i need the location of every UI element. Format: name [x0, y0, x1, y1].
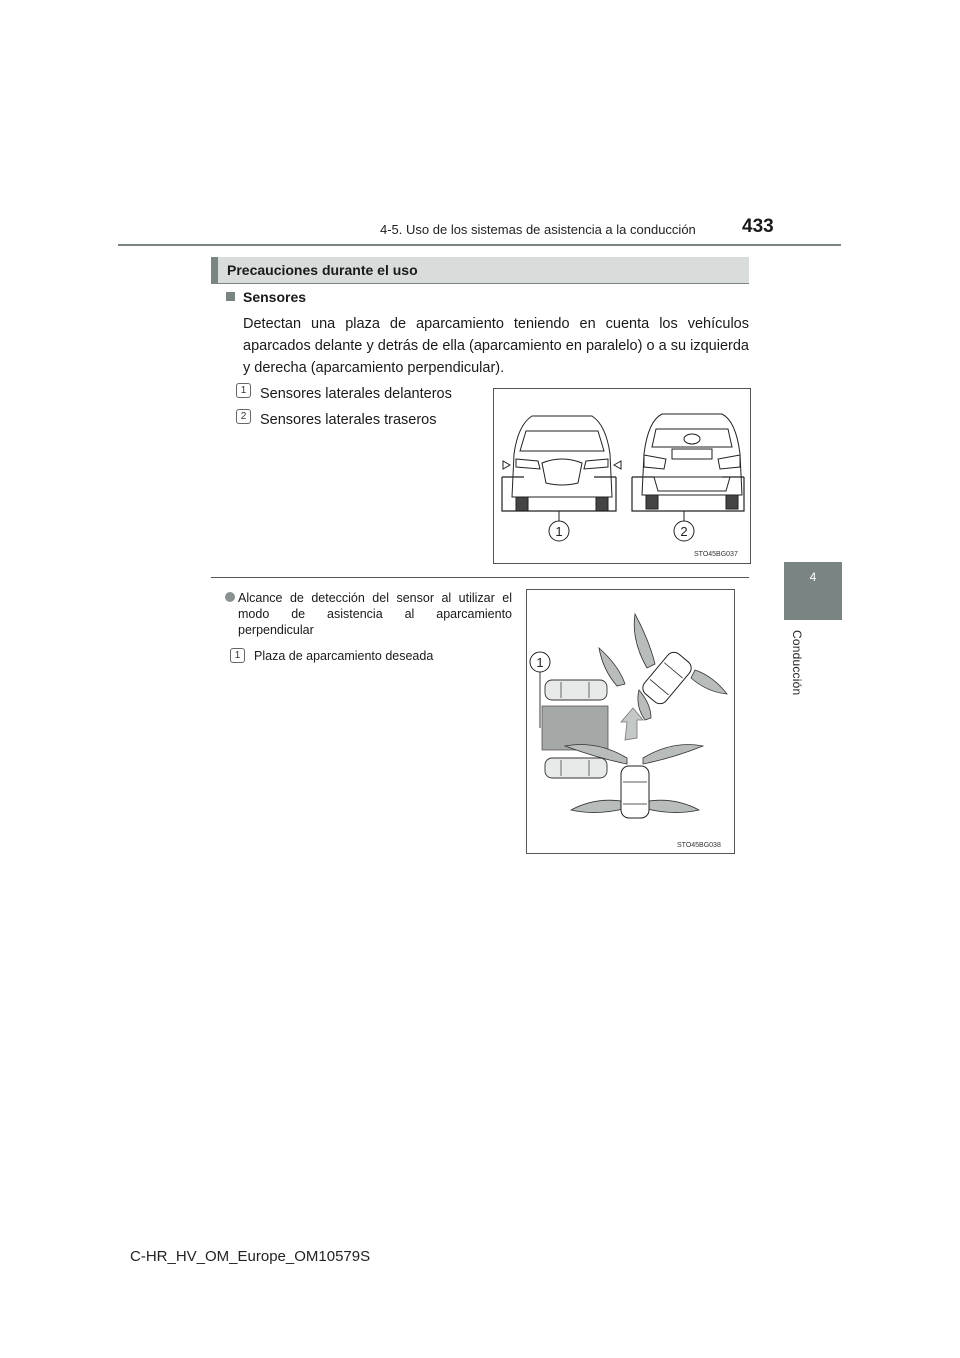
section-divider [211, 577, 749, 578]
figure-callout-label: 1 [555, 524, 563, 539]
chapter-tab-label: Conducción [790, 630, 804, 696]
bullet-icon [225, 592, 235, 602]
sensors-paragraph: Detectan una plaza de aparcamiento teniendo en cuenta los vehículos aparcados delante y detrás de ella (aparcamiento en paralelo) o a su izquierda y derecha (aparcamiento perpendicular). [243, 316, 749, 376]
chapter-tab-number: 4 [809, 570, 817, 584]
direction-arrow-icon [621, 708, 643, 740]
figure-perpendicular-detection [526, 589, 735, 854]
section-heading-title: Precauciones durante el uso [227, 262, 418, 278]
callout-number-badge: 2 [236, 409, 251, 424]
parked-car-lower [545, 758, 607, 778]
callout-number-badge: 1 [236, 383, 251, 398]
sensor-lobe [571, 800, 627, 812]
sensor-lobe [691, 670, 727, 694]
legend-item-label: Plaza de aparcamiento deseada [254, 649, 434, 663]
figure-callout-label: 2 [680, 524, 688, 539]
figure-front-rear-sensors [493, 388, 751, 564]
footer-document-id: C-HR_HV_OM_Europe_OM10579S [130, 1248, 371, 1265]
detection-range-text: Alcance de detección del sensor al utilizar el modo de asistencia al aparcamiento perpendicular [238, 591, 512, 637]
parking-detection-illustration [527, 590, 734, 853]
section-heading-accent [211, 257, 218, 283]
callout-number-badge: 1 [230, 648, 245, 663]
front-windshield [520, 431, 604, 451]
header-rule [118, 244, 841, 246]
section-heading-bar [211, 257, 749, 284]
running-header-section-title: 4-5. Uso de los sistemas de asistencia a la conducción [380, 222, 696, 237]
rear-car-body [642, 414, 742, 495]
page-number: 433 [742, 216, 774, 237]
own-car-lower [621, 766, 649, 818]
sensor-lobe [643, 800, 699, 812]
legend-item-label: Sensores laterales traseros [260, 412, 437, 428]
figure-code: STO45BG038 [677, 842, 721, 849]
parked-car-upper [545, 680, 607, 700]
square-bullet-icon [226, 292, 235, 301]
legend-item [230, 648, 480, 666]
legend-item-label: Sensores laterales delanteros [260, 386, 452, 402]
target-parking-space [542, 706, 608, 750]
legend-item [236, 409, 476, 429]
sensor-lobe [643, 745, 703, 765]
sensor-lobe [634, 614, 655, 668]
subsection-heading [226, 289, 306, 305]
legend-item [236, 383, 476, 403]
figure-callout-label: 1 [536, 655, 544, 670]
figure-code: STO45BG037 [694, 551, 738, 558]
front-rear-car-illustration [494, 389, 750, 563]
subsection-heading-text: Sensores [243, 289, 307, 305]
